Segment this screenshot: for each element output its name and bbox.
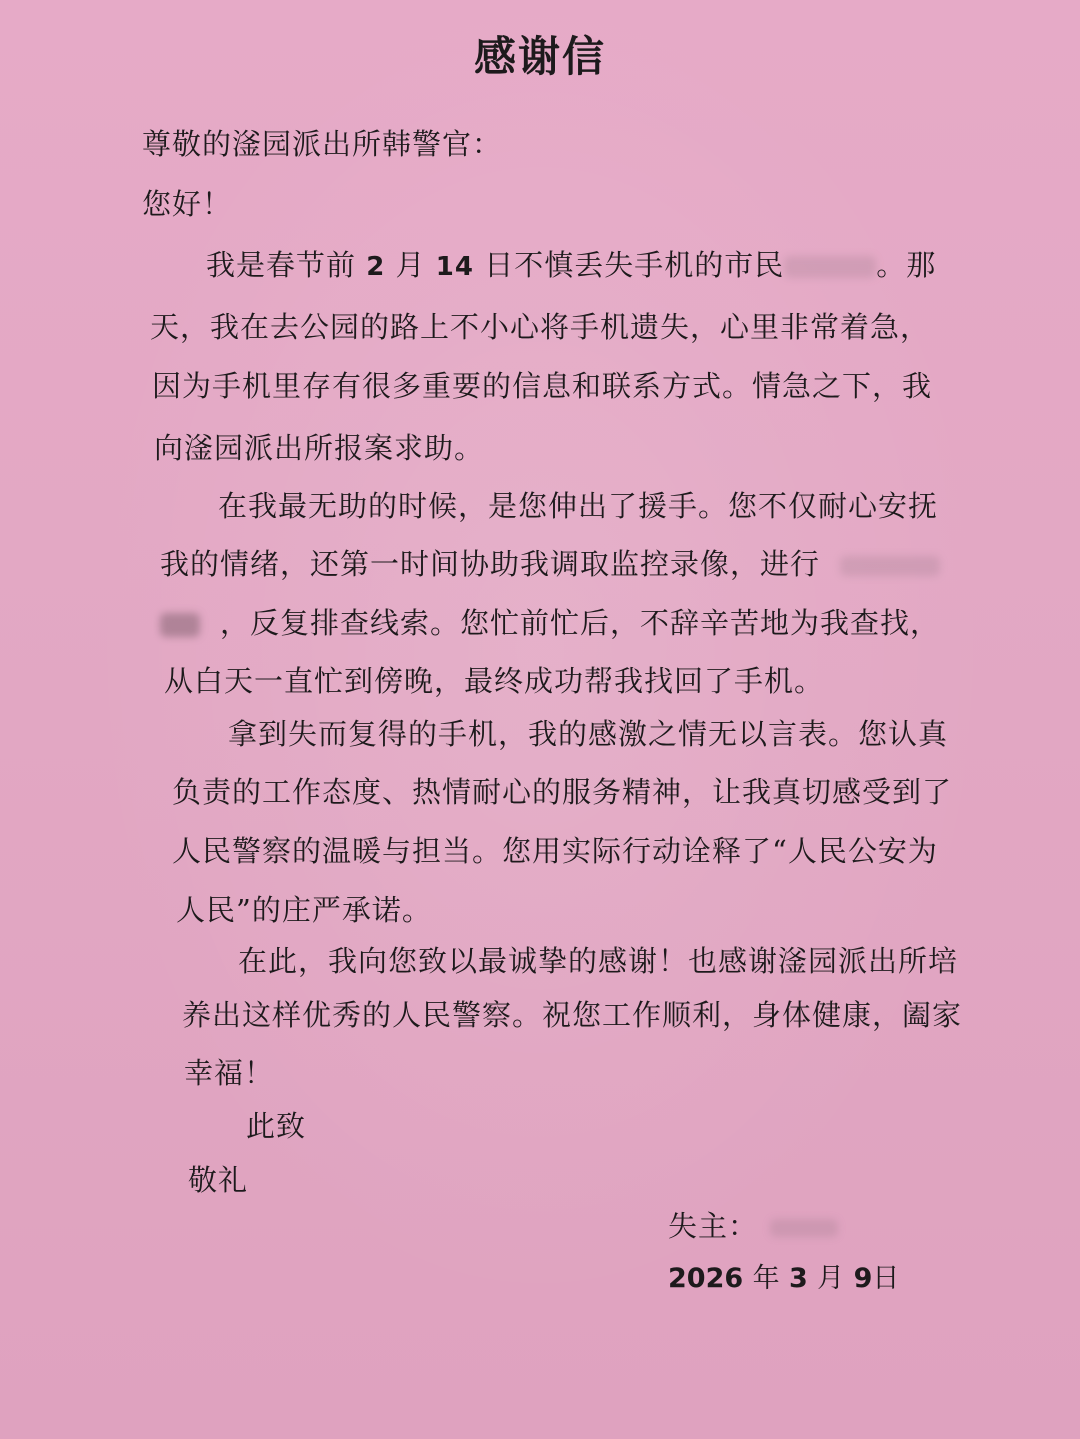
redacted-text-2 xyxy=(160,613,200,637)
paragraph-4-line-3: 幸福！ xyxy=(184,1056,275,1090)
p1-text-b: 月 xyxy=(395,248,426,282)
date-month-unit: 月 xyxy=(817,1263,845,1294)
p2-line-2-text: 我的情绪，还第一时间协助我调取监控录像，进行 xyxy=(160,547,821,581)
redacted-signer-name xyxy=(770,1219,838,1237)
letter-date xyxy=(668,1262,899,1296)
closing-jingli: 敬礼 xyxy=(188,1163,249,1197)
p1-day-number: 14 xyxy=(435,252,474,282)
paragraph-3-line-3: 人民警察的温暖与担当。您用实际行动诠释了“人民公安为 xyxy=(172,834,938,868)
paragraph-2-line-3 xyxy=(160,605,940,641)
paragraph-2-line-4: 从白天一直忙到傍晚，最终成功帮我找回了手机。 xyxy=(164,664,825,698)
paragraph-2-line-1: 在我最无助的时候，是您伸出了援手。您不仅耐心安抚 xyxy=(218,489,939,523)
closing-cizhi: 此致 xyxy=(246,1109,307,1143)
paragraph-1-line-3: 因为手机里存有很多重要的信息和联系方式。情急之下，我 xyxy=(152,369,933,403)
letter-title: 感谢信 xyxy=(473,32,606,81)
redacted-name xyxy=(784,256,876,278)
signer xyxy=(668,1208,838,1244)
date-year: 2026 xyxy=(668,1263,744,1294)
p2-line-3-text: ，反复排查线索。您忙前忙后，不辞辛苦地为我查找， xyxy=(220,606,941,640)
paragraph-3-line-1: 拿到失而复得的手机，我的感激之情无以言表。您认真 xyxy=(228,717,949,751)
paragraph-2-line-2 xyxy=(160,546,940,582)
paragraph-3-line-4: 人民”的庄严承诺。 xyxy=(176,893,432,927)
salutation: 尊敬的滏园派出所韩警官： xyxy=(142,127,503,161)
paragraph-4-line-2: 养出这样优秀的人民警察。祝您工作顺利，身体健康，阖家 xyxy=(182,998,963,1032)
paragraph-1-line-4: 向滏园派出所报案求助。 xyxy=(154,431,485,465)
paragraph-3-line-2: 负责的工作态度、热情耐心的服务精神，让我真切感受到了 xyxy=(172,775,953,809)
p1-month-number: 2 xyxy=(366,252,386,282)
date-day: 9 xyxy=(853,1263,873,1294)
date-month: 3 xyxy=(788,1263,808,1294)
signer-label: 失主： xyxy=(668,1209,759,1243)
p1-text-c: 日不慎丢失手机的市民 xyxy=(484,248,785,282)
paragraph-1-line-2: 天，我在去公园的路上不小心将手机遗失，心里非常着急， xyxy=(150,310,931,344)
date-day-unit: 日 xyxy=(872,1263,900,1294)
paragraph-1-line-1 xyxy=(206,247,936,285)
redacted-text xyxy=(840,556,940,576)
greeting: 您好！ xyxy=(142,187,233,221)
date-year-unit: 年 xyxy=(752,1263,780,1294)
p1-text-d: 。那 xyxy=(876,248,937,282)
paragraph-4-line-1: 在此，我向您致以最诚挚的感谢！也感谢滏园派出所培 xyxy=(238,944,959,978)
p1-text-a: 我是春节前 xyxy=(206,248,357,282)
